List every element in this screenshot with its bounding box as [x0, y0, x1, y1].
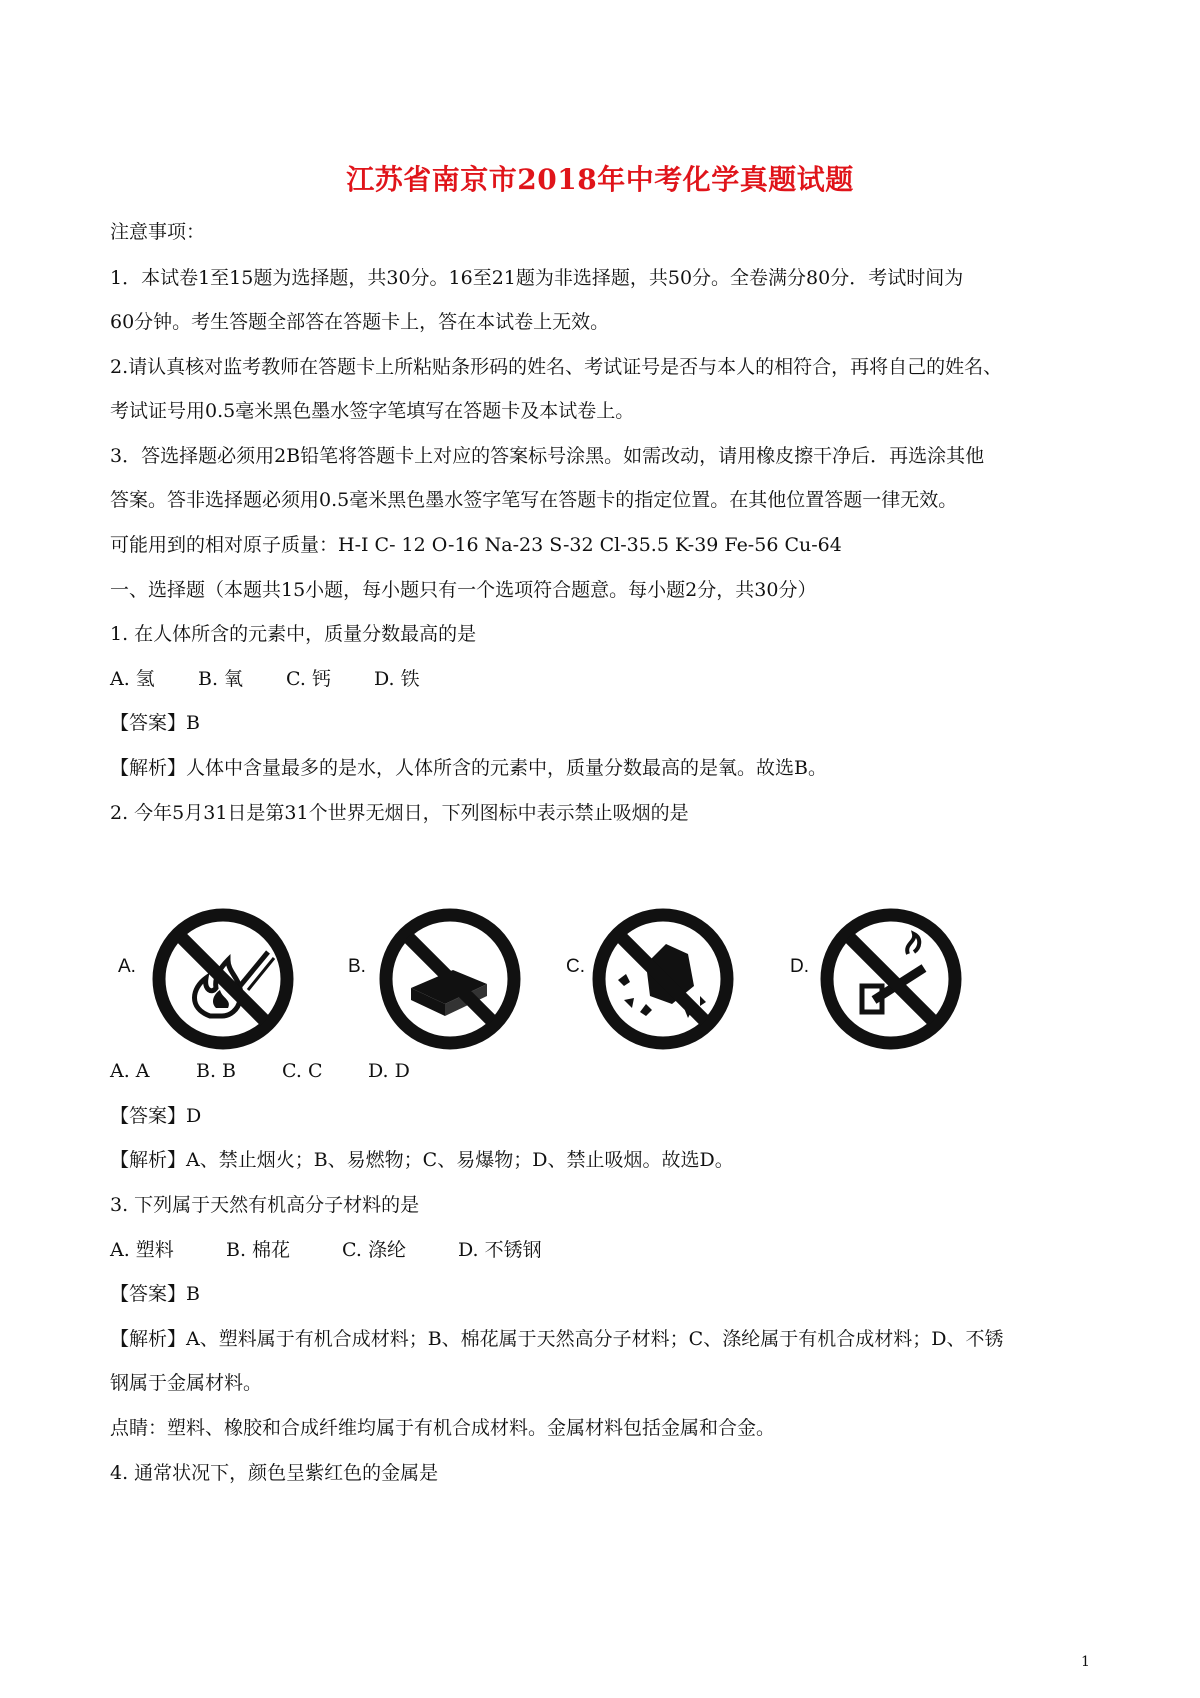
option-d: D. 铁 [374, 668, 420, 690]
notice-line: 2.请认真核对监考教师在答题卡上所粘贴条形码的姓名、考试证号是否与本人的相符合，再将自己的姓名、 [110, 356, 1003, 378]
question-1-answer: 【答案】B [110, 712, 200, 734]
question-3-analysis-cont: 钢属于金属材料。 [110, 1372, 263, 1394]
option-c: C. C [282, 1060, 323, 1082]
sign-label-b: B. [348, 956, 366, 977]
question-2-stem: 2. 今年5月31日是第31个世界无烟日，下列图标中表示禁止吸烟的是 [110, 802, 689, 824]
question-3-tip: 点睛：塑料、橡胶和合成纤维均属于有机合成材料。金属材料包括金属和合金。 [110, 1417, 776, 1439]
option-a: A. 氢 [110, 668, 155, 690]
notice-line: 1．本试卷1至15题为选择题，共30分。16至21题为非选择题，共50分。全卷满分80分．考试时间为 [110, 267, 964, 289]
no-open-flame-icon [148, 904, 298, 1054]
question-2-analysis: 【解析】A、禁止烟火；B、易燃物；C、易爆物；D、禁止吸烟。故选D。 [110, 1149, 734, 1171]
notice-line: 3．答选择题必须用2B铅笔将答题卡上对应的答案标号涂黑。如需改动，请用橡皮擦干净后．再选涂其他 [110, 445, 985, 467]
sign-label-c: C. [566, 956, 585, 977]
no-explosives-icon [588, 904, 738, 1054]
question-2-options [110, 1059, 410, 1083]
option-c: C. 钙 [286, 668, 331, 690]
option-d: D. D [368, 1060, 410, 1082]
page-title: 江苏省南京市2018年中考化学真题试题 [346, 163, 854, 196]
question-1-options [110, 667, 420, 691]
option-b: B. B [196, 1060, 237, 1082]
section-heading: 一、选择题（本题共15小题，每小题只有一个选项符合题意。每小题2分，共30分） [110, 579, 817, 601]
option-c: C. 涤纶 [342, 1239, 406, 1261]
no-smoking-icon [816, 904, 966, 1054]
question-2-answer: 【答案】D [110, 1105, 202, 1127]
question-3-analysis: 【解析】A、塑料属于有机合成材料；B、棉花属于天然高分子材料；C、涤纶属于有机合成材料；D、不锈 [110, 1328, 1004, 1350]
question-1-analysis: 【解析】人体中含量最多的是水，人体所含的元素中，质量分数最高的是氧。故选B。 [110, 757, 827, 779]
option-d: D. 不锈钢 [458, 1239, 542, 1261]
option-a: A. A [110, 1060, 150, 1082]
option-b: B. 氧 [198, 668, 244, 690]
sign-label-d: D. [790, 956, 809, 977]
atomic-masses: 可能用到的相对原子质量：H-I C- 12 O-16 Na-23 S-32 Cl-35.5 K-39 Fe-56 Cu-64 [110, 534, 842, 556]
notice-line: 答案。答非选择题必须用0.5毫米黑色墨水签字笔写在答题卡的指定位置。在其他位置答题一律无效。 [110, 489, 958, 511]
option-b: B. 棉花 [226, 1239, 291, 1261]
question-3-answer: 【答案】B [110, 1283, 200, 1305]
option-a: A. 塑料 [110, 1239, 174, 1261]
question-1-stem: 1. 在人体所含的元素中，质量分数最高的是 [110, 623, 477, 645]
page-number: 1 [1081, 1654, 1090, 1670]
no-flammables-icon [375, 904, 525, 1054]
notice-line: 60分钟。考生答题全部答在答题卡上，答在本试卷上无效。 [110, 311, 610, 333]
notice-line: 考试证号用0.5毫米黑色墨水签字笔填写在答题卡及本试卷上。 [110, 400, 635, 422]
question-4-stem: 4. 通常状况下，颜色呈紫红色的金属是 [110, 1462, 439, 1484]
question-3-stem: 3. 下列属于天然有机高分子材料的是 [110, 1194, 420, 1216]
question-3-options [110, 1238, 542, 1262]
notice-heading: 注意事项： [110, 221, 206, 243]
sign-label-a: A. [118, 956, 136, 977]
